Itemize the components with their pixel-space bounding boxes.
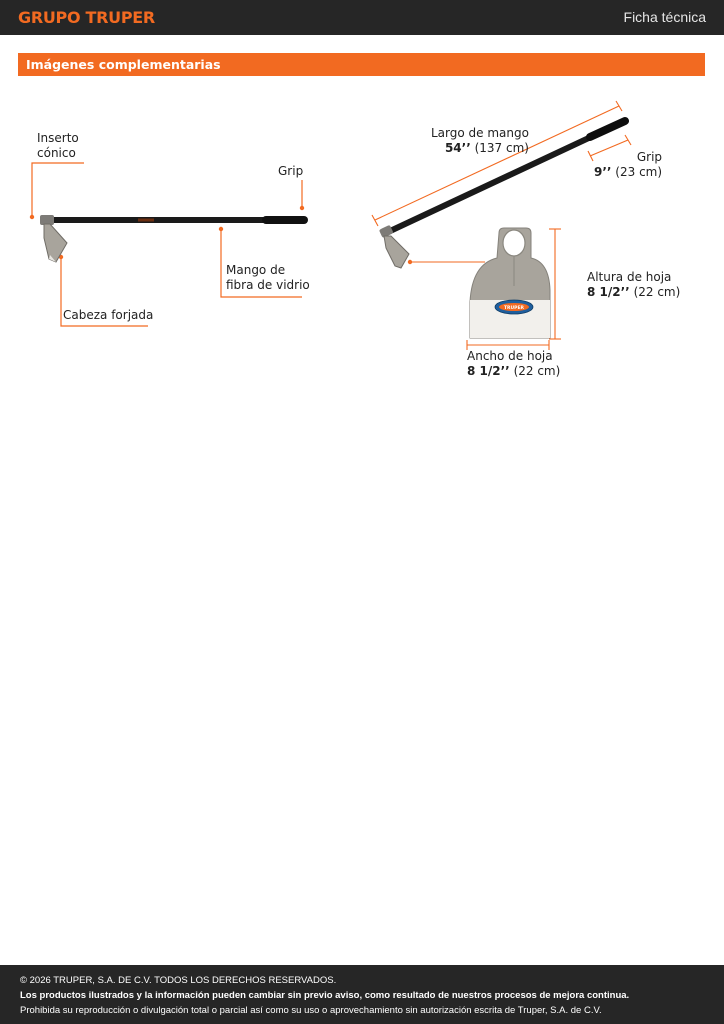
callout-dots-left	[30, 206, 304, 259]
product-illustrations	[0, 0, 724, 400]
footer-copyright: © 2026 TRUPER, S.A. DE C.V. TODOS LOS DERECHOS RESERVADOS.	[20, 975, 337, 986]
label-grip: Grip	[278, 164, 304, 178]
grip	[262, 216, 308, 224]
section-title: Imágenes complementarias	[26, 57, 221, 72]
document-type: Ficha técnica	[623, 9, 706, 25]
footer-prohibition: Prohibida su reproducción o divulgación total o parcial así como su uso o aprovechamiento sin autorización escrita de Truper, S.A. de C.V.	[20, 1005, 602, 1016]
label-head: Cabeza forjada	[63, 308, 154, 322]
label-insert: Inserto cónico	[37, 131, 79, 160]
hoe-side-view	[30, 163, 308, 326]
label-handle: Mango de fibra de vidrio	[226, 263, 310, 292]
label-blade-height: Altura de hoja 8 1/2’’ (22 cm)	[587, 270, 681, 299]
forged-head	[44, 224, 67, 262]
label-handle-length: Largo de mango 54’’ (137 cm)	[431, 126, 529, 155]
grip-perspective	[590, 121, 625, 137]
fiberglass-handle	[45, 217, 265, 223]
head-perspective	[384, 236, 409, 268]
label-grip-length: Grip 9’’ (23 cm)	[594, 150, 663, 179]
blade-front-view	[470, 228, 550, 338]
footer	[0, 965, 724, 1024]
brand-logo: GRUPO TRUPER	[18, 8, 155, 27]
label-blade-width: Ancho de hoja 8 1/2’’ (22 cm)	[467, 349, 561, 378]
footer-notice: Los productos ilustrados y la información pueden cambiar sin previo aviso, como resultado de nuestros procesos de mejora continua.	[20, 990, 630, 1001]
blade-badge-text: TRUPER	[503, 306, 525, 311]
callout-lines-left	[32, 163, 302, 326]
